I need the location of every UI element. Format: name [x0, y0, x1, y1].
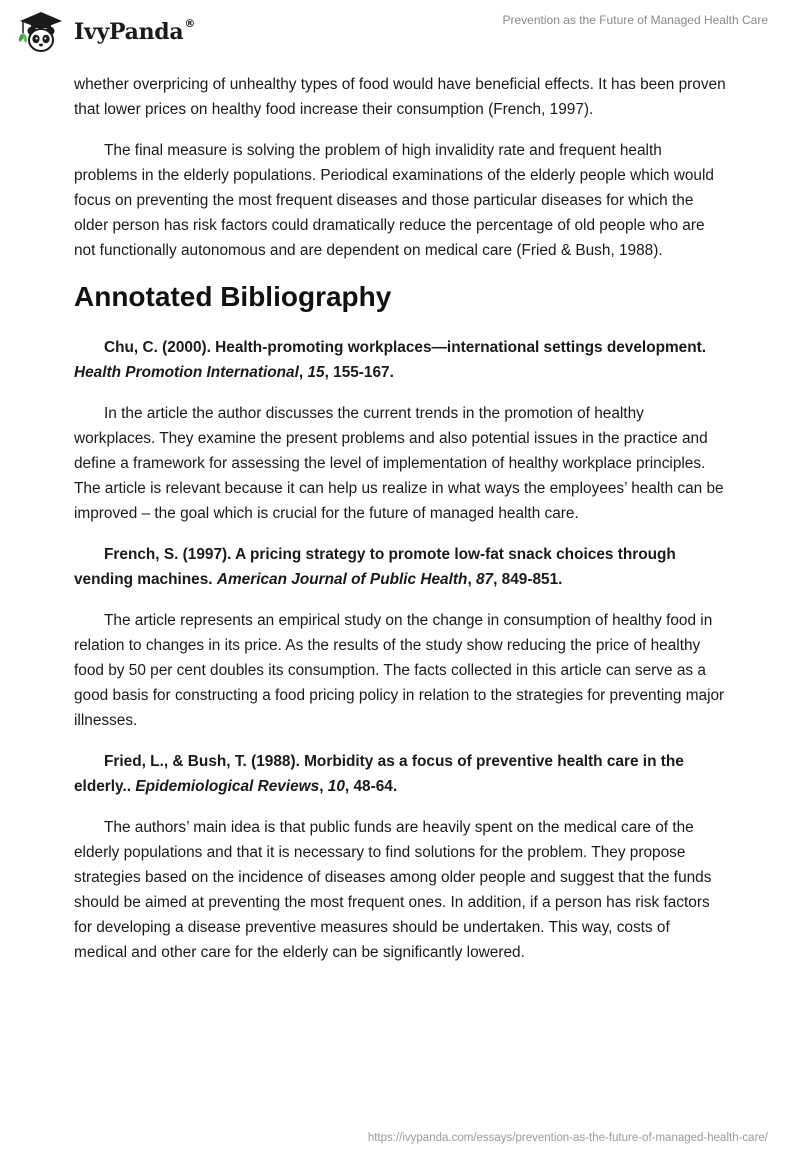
section-heading: Annotated Bibliography	[74, 281, 392, 312]
bibliography-citation: Fried, L., & Bush, T. (1988). Morbidity as a focus of preventive health care in the elderly.. Epidemiological Reviews, 10, 48-64.	[74, 753, 684, 795]
page-header	[0, 0, 800, 60]
bibliography-annotation: In the article the author discusses the current trends in the promotion of healthy workplaces. They examine the present problems and also potential issues in the practice and define a framework for assessing the level of implementation of healthy workplace principles. The article is relevant because it can help us realize in what ways the employees’ health can be improved – the goal which is crucial for the future of managed health care.	[74, 405, 724, 522]
bibliography-citation: French, S. (1997). A pricing strategy to promote low-fat snack choices through vending machines. American Journal of Public Health, 87, 849-851.	[74, 546, 676, 588]
bibliography-annotation: The authors’ main idea is that public funds are heavily spent on the medical care of the elderly populations and that it is necessary to find solutions for the problem. They propose strategies based on the incidence of diseases among older people and suggest that the funds should be aimed at preventing the most frequent ones. In addition, if a person has risk factors for developing a disease preventive measures should be undertaken. This way, costs of medical and other care for the elderly can be significantly lowered.	[74, 819, 712, 961]
document-title: Prevention as the Future of Managed Health Care	[502, 13, 768, 27]
source-url[interactable]: https://ivypanda.com/essays/prevention-as-the-future-of-managed-health-care/	[367, 1132, 768, 1144]
ivypanda-logo[interactable]	[14, 9, 195, 55]
essay-content	[74, 72, 726, 981]
paragraph: whether overpricing of unhealthy types of food would have beneficial effects. It has been proven that lower prices on healthy food increase their consumption (French, 1997).	[74, 76, 726, 118]
paragraph: The final measure is solving the problem of high invalidity rate and frequent health problems in the elderly populations. Periodical examinations of the elderly people which would focus on preventing the most frequent diseases and those particular diseases for which the older person has risk factors could dramatically reduce the percentage of old people who are not functionally autonomous and are dependent on medical care (Fried & Bush, 1988).	[74, 142, 714, 259]
panda-graduate-icon	[14, 9, 68, 55]
brand-name: IvyPanda®	[74, 16, 196, 45]
bibliography-annotation: The article represents an empirical study on the change in consumption of healthy food in relation to changes in its price. As the results of the study show reducing the price of healthy food by 50 per cent doubles its consumption. The facts collected in this article can serve as a good basis for constructing a food pricing policy in relation to the strategies for preventing major illnesses.	[74, 612, 725, 729]
bibliography-citation: Chu, C. (2000). Health-promoting workplaces—international settings development. Health Promotion International, 15, 155-167.	[74, 339, 707, 381]
